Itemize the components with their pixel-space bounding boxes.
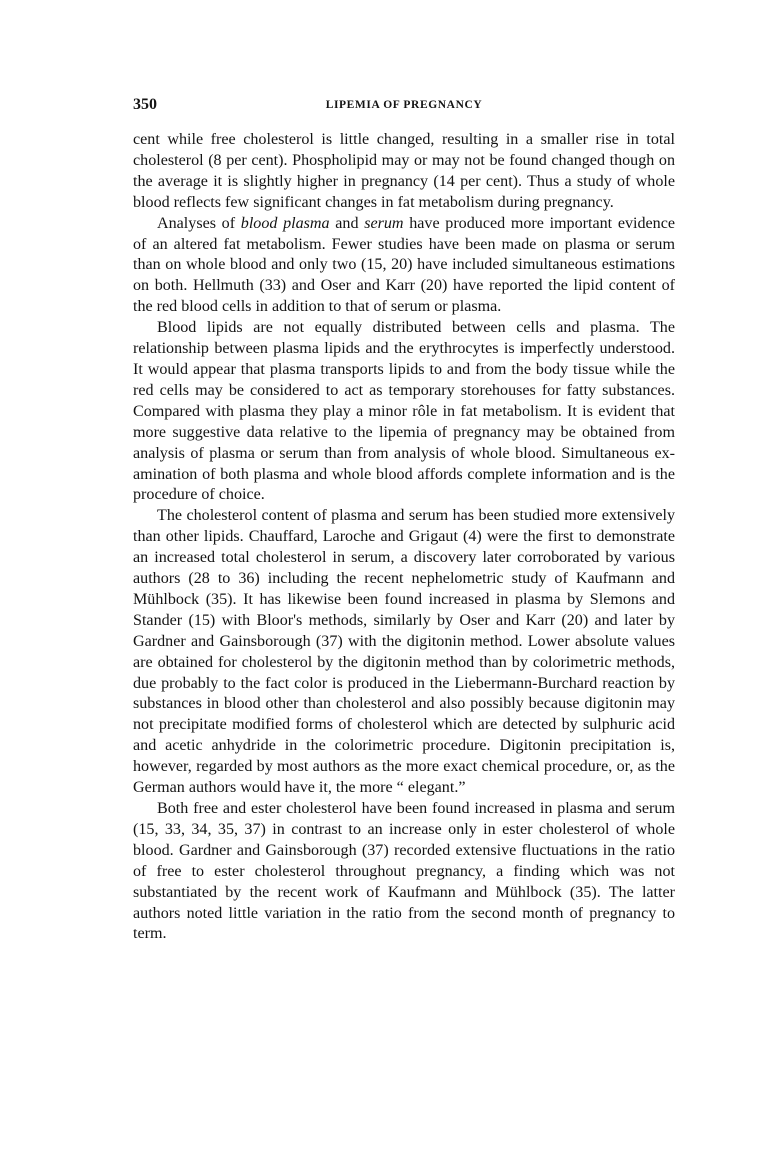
paragraph bbox=[133, 799, 675, 945]
body-text bbox=[133, 130, 675, 945]
paragraph bbox=[133, 214, 675, 319]
text-run: Analyses of bbox=[157, 214, 241, 232]
page-header bbox=[133, 96, 675, 120]
page bbox=[133, 96, 675, 945]
page-number: 350 bbox=[133, 96, 157, 113]
emphasis-text: serum bbox=[364, 214, 404, 232]
paragraph bbox=[133, 318, 675, 506]
paragraph bbox=[133, 506, 675, 799]
text-run: and bbox=[329, 214, 365, 232]
emphasis-text: blood plasma bbox=[240, 214, 330, 232]
text-run: cent while free cholesterol is little changed, resulting in a smaller rise in total cholesterol (8 per cent). Phospholipid may or may not be found changed though on the average it is slightly higher in pregnancy (14 per cent). Thus a study of whole blood reflects few significant changes in fat metabolism during pregnancy. bbox=[133, 131, 675, 211]
text-run: Blood lipids are not equally distributed between cells and plasma. The relationship between plasma lipids and the erythrocytes is imperfectly understood. It would appear that plasma transports lipids to and from the body tissue while the red cells may be considered to act as temporary storehouses for fatty substances. Compared with plasma they play a minor rôle in fat metabolism. It is evident that more suggestive data relative to the lipemia of pregnancy may be obtained from analysis of plasma or serum than from analysis of whole blood. Simultaneous examination of both plasma and whole blood affords complete information and is the procedure of choice. bbox=[133, 319, 675, 504]
text-run: The cholesterol content of plasma and serum has been studied more extensively than other lipids. Chauffard, Laroche and Grigaut (4) were the first to demonstrate an increased total cholesterol in serum, a discovery later corroborated by various authors (28 to 36) including the recent nephelometric study of Kaufmann and Mühlbock (35). It has likewise been found increased in plasma by Slemons and Stander (15) with Bloor's methods, similarly by Oser and Karr (20) and later by Gardner and Gainsborough (37) with the digitonin method. Lower absolute values are obtained for cholesterol by the digitonin method than by colorimetric methods, due probably to the fact color is produced in the Liebermann-Burchard reaction by substances in blood other than cholesterol and also possibly because digitonin may not precipitate modified forms of cholesterol which are detected by sulphuric acid and acetic anhydride in the colorimetric procedure. Digitonin precipitation is, however, regarded by most authors as the more exact chemical procedure, or, as the German authors would have it, the more “ elegant.” bbox=[133, 507, 675, 797]
running-head: LIPEMIA OF PREGNANCY bbox=[325, 99, 483, 111]
paragraph bbox=[133, 130, 675, 214]
text-run: have produced more important evidence of an altered fat metabolism. Fewer studies have been made on plasma or serum than on whole blood and only two (15, 20) have included simultaneous estimations on both. Hellmuth (33) and Oser and Karr (20) have reported the lipid content of the red blood cells in addition to that of serum or plasma. bbox=[133, 214, 676, 316]
text-run: Both free and ester cholesterol have been found increased in plasma and serum (15, 33, 34, 35, 37) in contrast to an increase only in ester cholesterol of whole blood. Gardner and Gainsborough (37) recorded extensive fluctuations in the ratio of free to ester cholesterol throughout pregnancy, a finding which was not substantiated by the recent work of Kaufmann and Mühlbock (35). The latter authors noted little variation in the ratio from the second month of pregnancy to term. bbox=[133, 800, 675, 943]
